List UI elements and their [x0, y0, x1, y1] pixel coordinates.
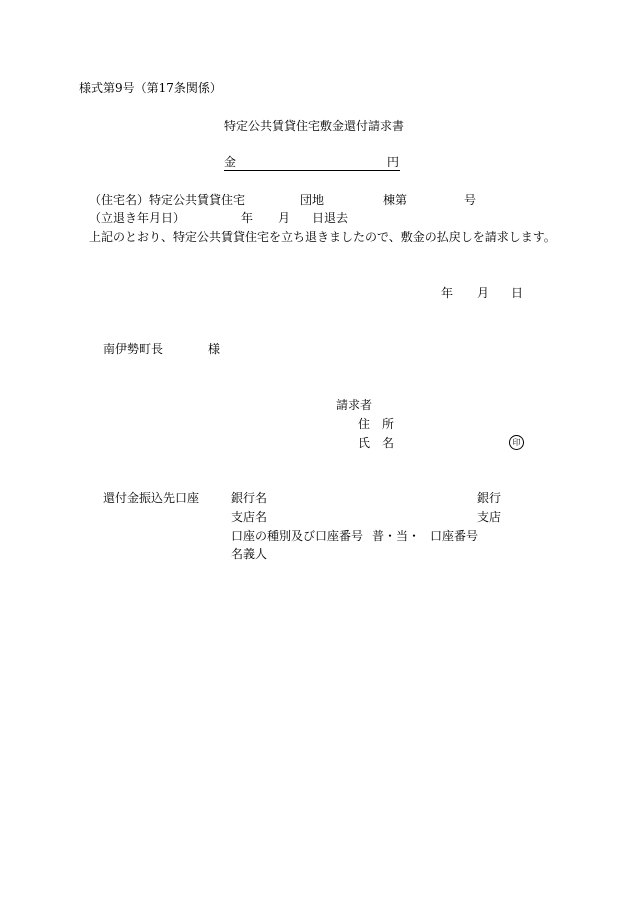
- applicant-name-label: 氏 名: [358, 436, 395, 450]
- housing-gou: 号: [464, 193, 477, 207]
- date-day: 日: [511, 286, 524, 300]
- moveout-label: （立退き年月日）: [89, 211, 186, 225]
- amount-line: [224, 156, 400, 171]
- applicant-address-label: 住 所: [358, 417, 395, 431]
- addressee-name: 南伊勢町長: [103, 342, 164, 356]
- amount-prefix: 金: [224, 155, 237, 169]
- statement-text: 上記のとおり、特定公共賃貸住宅を立ち退きましたので、敷金の払戻しを請求します。: [89, 230, 556, 244]
- applicant-label: 請求者: [336, 398, 373, 412]
- housing-danchi: 団地: [300, 193, 325, 207]
- moveout-year: 年: [241, 211, 254, 225]
- account-holder-label: 名義人: [231, 547, 268, 561]
- amount-suffix: 円: [387, 155, 400, 169]
- addressee-honorific: 様: [208, 342, 221, 356]
- bank-suffix: 銀行: [477, 491, 502, 505]
- housing-label: （住宅名）: [89, 193, 150, 207]
- account-type-label: 口座の種別及び口座番号: [231, 529, 364, 543]
- form-number: 様式第9号（第17条関係）: [79, 81, 222, 95]
- document-title: 特定公共賃貸住宅敷金還付請求書: [224, 119, 405, 133]
- account-type-options: 普・当・: [372, 529, 421, 543]
- branch-suffix: 支店: [477, 510, 502, 524]
- moveout-day: 日退去: [312, 211, 349, 225]
- account-number-label: 口座番号: [430, 529, 479, 543]
- branch-name-label: 支店名: [231, 510, 268, 524]
- date-year: 年: [441, 286, 454, 300]
- housing-tou: 棟第: [383, 193, 408, 207]
- account-label: 還付金振込先口座: [103, 491, 200, 505]
- bank-name-label: 銀行名: [231, 491, 268, 505]
- moveout-month: 月: [278, 211, 291, 225]
- housing-name: 特定公共賃貸住宅: [149, 193, 246, 207]
- seal-mark: 印: [509, 435, 524, 450]
- date-month: 月: [477, 286, 490, 300]
